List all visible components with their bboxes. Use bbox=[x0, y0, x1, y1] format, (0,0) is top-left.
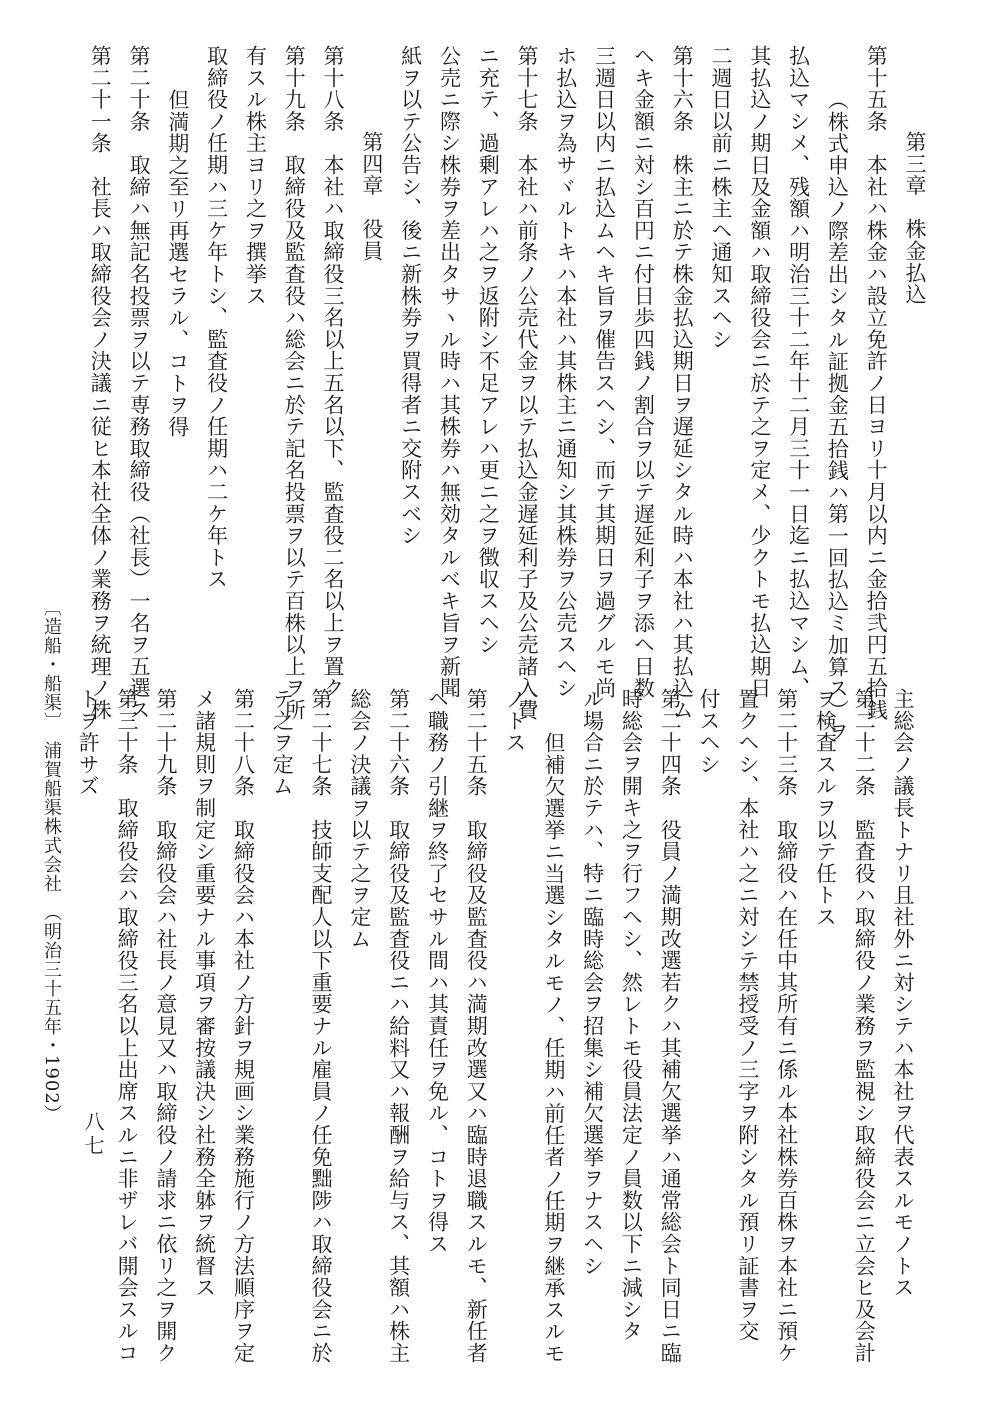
article-column: 第二十一条 社長ハ取締役会ノ決議ニ従ヒ本社全体ノ業務ヲ統理ノ株 bbox=[88, 45, 113, 721]
article-column: 総会ノ決議ヲ以テ之ヲ定ム bbox=[347, 688, 372, 950]
article-column: ニ充テ、過剰アレハ之ヲ返附シ不足アレハ更ニ之ヲ徴収スヘシ bbox=[476, 45, 501, 656]
article-column: 第十八条 本社ハ取締役三名以上五名以下、監査役二名以上ヲ置ク bbox=[321, 45, 346, 699]
article-column: 第十五条 本社ハ株金ハ設立免許ノ日ヨリ十月以内ニ金拾弐円五拾銭 bbox=[864, 45, 889, 721]
article-column: 第十六条 株主ニ於テ株金払込期日ヲ遅延シタル時ハ本社ハ其払込ム bbox=[670, 45, 695, 721]
article-column: 第二十六条 取締役及監査役ニハ給料又ハ報酬ヲ給与ス、其額ハ株主 bbox=[386, 688, 411, 1364]
article-column: メ諸規則ヲ制定シ重要ナル事項ヲ審按議決シ社務全躰ヲ統督ス bbox=[192, 688, 217, 1299]
article-column: ヘキ金額ニ対シ百円ニ付日歩四銭ノ割合ヲ以テ遅延利子ヲ添ヘ日数 bbox=[631, 45, 656, 699]
article-column: 第二十三条 取締役ハ在任中其所有ニ係ル本社株券百株ヲ本社ニ預ケ bbox=[774, 688, 799, 1364]
article-column: ル場合ニ於テハ、特ニ臨時総会ヲ招集シ補欠選挙ヲナスヘシ bbox=[580, 688, 605, 1277]
article-column: 払込マシメ、残額ハ明治三十二年十二月三十一日迄ニ払込マシム、 bbox=[786, 45, 811, 699]
article-column: 第二十九条 取締役会ハ社長ノ意見又ハ取締役ノ請求ニ依リ之ヲ開ク bbox=[153, 688, 178, 1364]
article-column: 第二十四条 役員ノ満期改選若クハ其補欠選挙ハ通常総会ト同日ニ臨 bbox=[658, 688, 683, 1364]
article-column: 紙ヲ以テ公告シ、後ニ新株券ヲ買得者ニ交附スベシ bbox=[398, 45, 423, 547]
article-column: ノトス bbox=[503, 688, 528, 754]
article-column: ヘ職務ノ引継ヲ終了セサル間ハ其責任ヲ免ル、コトヲ得ス bbox=[425, 688, 450, 1255]
article-column: 三週日以内ニ払込ムヘキ旨ヲ催告スヘシ、而テ其期日ヲ過グルモ尚 bbox=[592, 45, 617, 699]
article-column: 公売ニ際シ株券ヲ差出タサヽル時ハ其株券ハ無効タルベキ旨ヲ新聞 bbox=[437, 45, 462, 699]
article-column: 其払込ノ期日及金額ハ取締役会ニ於テ之ヲ定メ、少クトモ払込期日 bbox=[747, 45, 772, 699]
source-label: 〔造船・船渠〕 浦賀船渠株式会社 （明治三十五年・1902） bbox=[41, 598, 62, 1124]
article-column: 第十七条 本社ハ前条ノ公売代金ヲ以テ払込金遅延利子及公売諸入費 bbox=[515, 45, 540, 721]
article-column: 取締役ノ任期ハ三ケ年トシ、監査役ノ任期ハ二ケ年トス bbox=[204, 45, 229, 590]
article-column: 時総会ヲ開キ之ヲ行フヘシ、然レトモ役員法定ノ員数以下ニ減シタ bbox=[619, 688, 644, 1342]
article-column: 第二十五条 取締役及監査役ハ満期改選又ハ臨時退職スルモ、新任者 bbox=[464, 688, 489, 1364]
article-column: 付スヘシ bbox=[697, 688, 722, 776]
article-column: 二週日以前ニ株主ヘ通知スヘシ bbox=[709, 45, 734, 351]
chapter-heading: 第三章 株金払込 bbox=[903, 131, 927, 306]
article-column: ヲ検査スルヲ以テ任トス bbox=[813, 688, 838, 928]
lower-text-block bbox=[68, 688, 922, 1365]
article-column: 置クヘシ、本社ハ之ニ対シテ禁授受ノ三字ヲ附シタル預リ証書ヲ交 bbox=[735, 688, 760, 1342]
article-column: 第二十八条 取締役会ハ本社ノ方針ヲ規画シ業務施行ノ方法順序ヲ定 bbox=[231, 688, 256, 1364]
article-column: テ之ヲ定ム bbox=[270, 688, 295, 797]
chapter-heading: 第四章 役員 bbox=[359, 131, 384, 262]
article-column: 主総会ノ議長トナリ且社外ニ対シテハ本社ヲ代表スルモノトス bbox=[891, 688, 915, 1299]
page-number: 八七 bbox=[81, 1111, 105, 1159]
article-column: 但満期之至リ再選セラル、コトヲ得 bbox=[165, 89, 190, 438]
article-column: 第二十七条 技師支配人以下重要ナル雇員ノ任免黜陟ハ取締役会ニ於 bbox=[309, 688, 334, 1364]
article-column: ホ払込ヲ為サヾルトキハ本社ハ其株主ニ通知シ其株券ヲ公売スヘシ bbox=[553, 45, 578, 699]
article-column: 有スル株主ヨリ之ヲ撰挙ス bbox=[243, 45, 268, 307]
article-column: 第二十二条 監査役ハ取締役ノ業務ヲ監視シ取締役会ニ立会ヒ及会計 bbox=[852, 688, 877, 1364]
article-column: トヲ許サズ bbox=[76, 688, 101, 797]
article-column: （株式申込ノ際差出シタル証拠金五拾銭ハ第一回払込ミ加算ス）ヲ bbox=[825, 89, 850, 743]
article-column: 但補欠選挙ニ当選シタルモノ、任期ハ前任者ノ任期ヲ継承スルモ bbox=[541, 732, 566, 1365]
article-column: 第十九条 取締役及監査役ハ総会ニ於テ記名投票ヲ以テ百株以上ヲ所 bbox=[282, 45, 307, 721]
article-column: 第三十条 取締役会ハ取締役三名以上出席スルニ非ザレバ開会スルコ bbox=[115, 688, 140, 1364]
article-column: 第二十条 取締ハ無記名投票ヲ以テ専務取締役（社長）一名ヲ五選ス bbox=[127, 45, 152, 721]
